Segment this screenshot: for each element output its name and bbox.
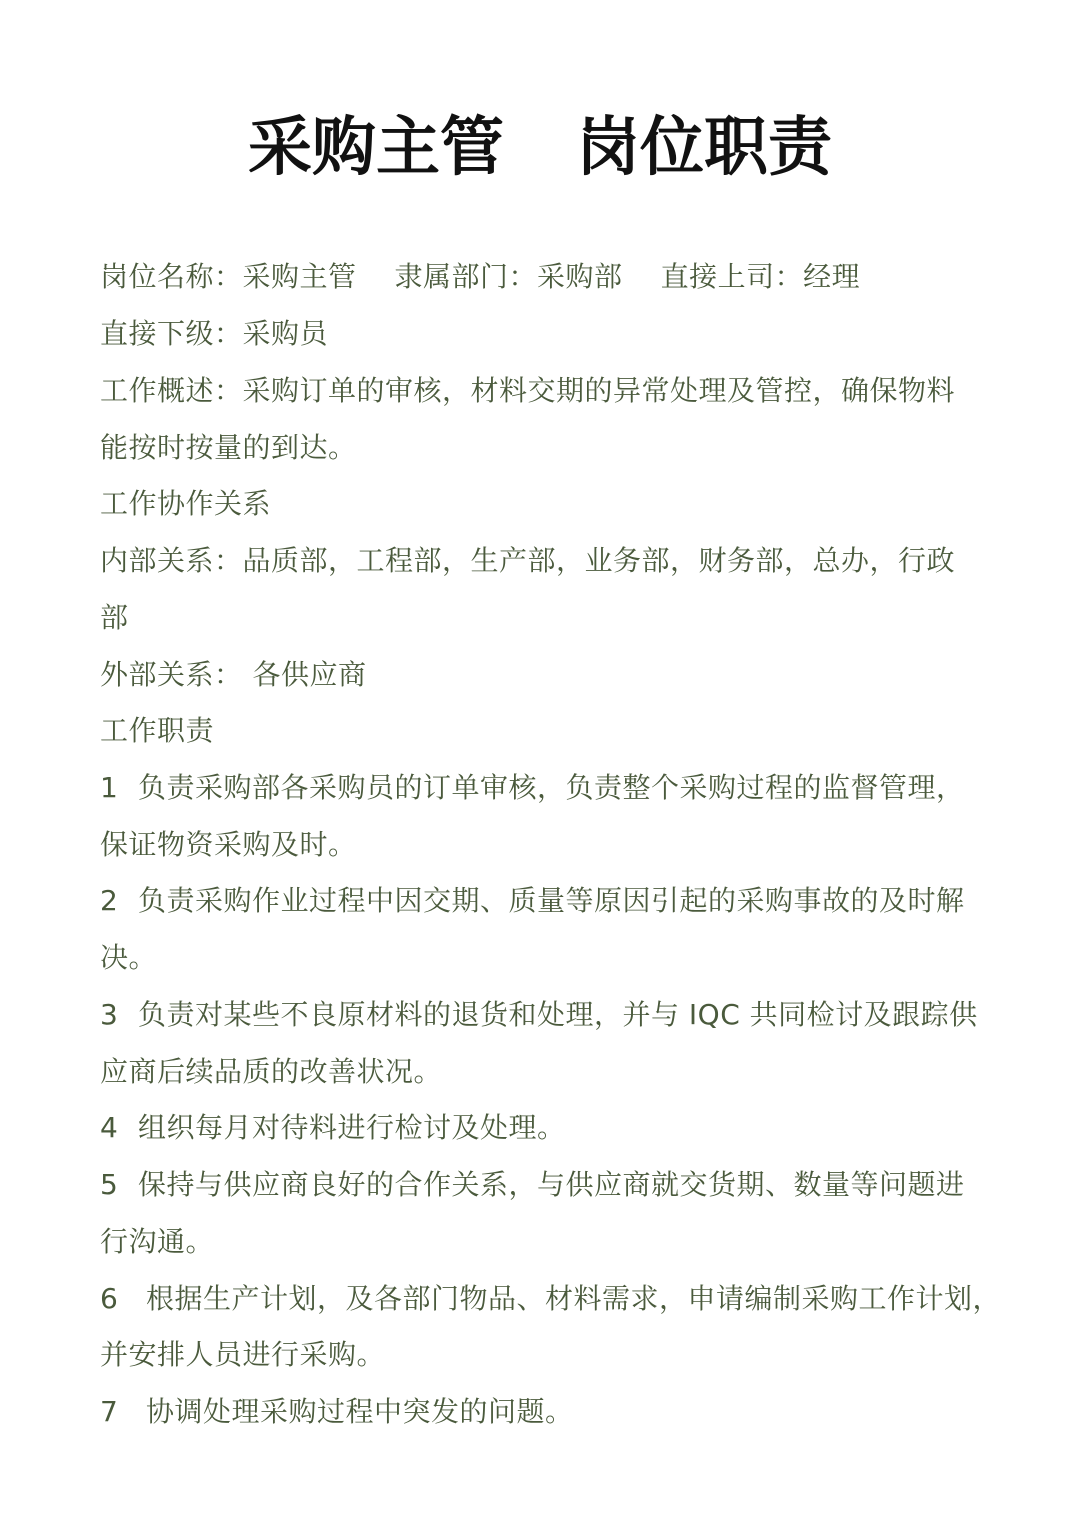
duty-number: 7 <box>100 1395 119 1428</box>
superior-value: 经理 <box>803 260 861 293</box>
external-value: 各供应商 <box>252 658 367 691</box>
duty-number: 1 <box>100 771 119 804</box>
department-label: 隶属部门： <box>394 260 538 293</box>
duty-number: 2 <box>100 884 119 917</box>
duty-text: 组织每月对待料进行检讨及处理。 <box>138 1111 566 1144</box>
duty-item-2-line-1 <box>100 881 990 921</box>
relations-heading: 工作协作关系 <box>100 487 272 520</box>
duty-item-3-line-1 <box>100 995 990 1035</box>
department-value: 采购部 <box>537 260 623 293</box>
duty-number: 4 <box>100 1111 119 1144</box>
subordinate-value: 采购员 <box>242 317 329 350</box>
position-value: 采购主管 <box>242 260 357 293</box>
duty-text: 负责采购部各采购员的订单审核，负责整个采购过程的监督管理， <box>138 771 965 804</box>
duty-text: 根据生产计划，及各部门物品、材料需求，申请编制采购工作计划， <box>146 1282 1002 1315</box>
duty-item-5-line-1 <box>100 1165 990 1205</box>
title-part-2: 岗位职责 <box>576 110 832 185</box>
external-label: 外部关系： <box>100 658 243 691</box>
info-line-1 <box>100 257 990 297</box>
info-line-2 <box>100 314 990 354</box>
duty-text: 负责采购作业过程中因交期、质量等原因引起的采购事故的及时解 <box>138 884 965 917</box>
title-part-1: 采购主管 <box>248 110 504 185</box>
duty-item-1-line-1 <box>100 768 990 808</box>
duty-item-3-line-2: 应商后续品质的改善状况。 <box>100 1055 443 1088</box>
overview-line-1: 工作概述：采购订单的审核，材料交期的异常处理及管控，确保物料 <box>100 374 956 407</box>
duty-text: 保持与供应商良好的合作关系，与供应商就交货期、数量等问题进 <box>138 1168 965 1201</box>
duty-item-4-line-1 <box>100 1108 990 1148</box>
duty-item-6-line-2: 并安排人员进行采购。 <box>100 1338 386 1371</box>
internal-relations-line-1: 内部关系：品质部，工程部，生产部，业务部，财务部，总办，行政 <box>100 544 956 577</box>
duty-item-5-line-2: 行沟通。 <box>100 1225 215 1258</box>
internal-relations-line-2: 部 <box>100 601 129 634</box>
duty-number: 3 <box>100 998 119 1031</box>
duty-number: 6 <box>100 1282 119 1315</box>
duty-text: 协调处理采购过程中突发的问题。 <box>146 1395 574 1428</box>
duty-number: 5 <box>100 1168 119 1201</box>
document-title <box>0 108 1080 188</box>
duty-text: 负责对某些不良原材料的退货和处理，并与 IQC 共同检讨及跟踪供 <box>138 998 978 1031</box>
duties-heading: 工作职责 <box>100 714 215 747</box>
overview-line-2: 能按时按量的到达。 <box>100 431 357 464</box>
superior-label: 直接上司： <box>660 260 804 293</box>
duty-item-1-line-2: 保证物资采购及时。 <box>100 828 357 861</box>
subordinate-label: 直接下级： <box>100 317 243 350</box>
position-label: 岗位名称： <box>100 260 243 293</box>
external-relations-line <box>100 655 990 695</box>
duty-item-6-line-1 <box>100 1279 1002 1319</box>
duty-item-2-line-2: 决。 <box>100 941 158 974</box>
duty-item-7-line-1 <box>100 1392 990 1432</box>
